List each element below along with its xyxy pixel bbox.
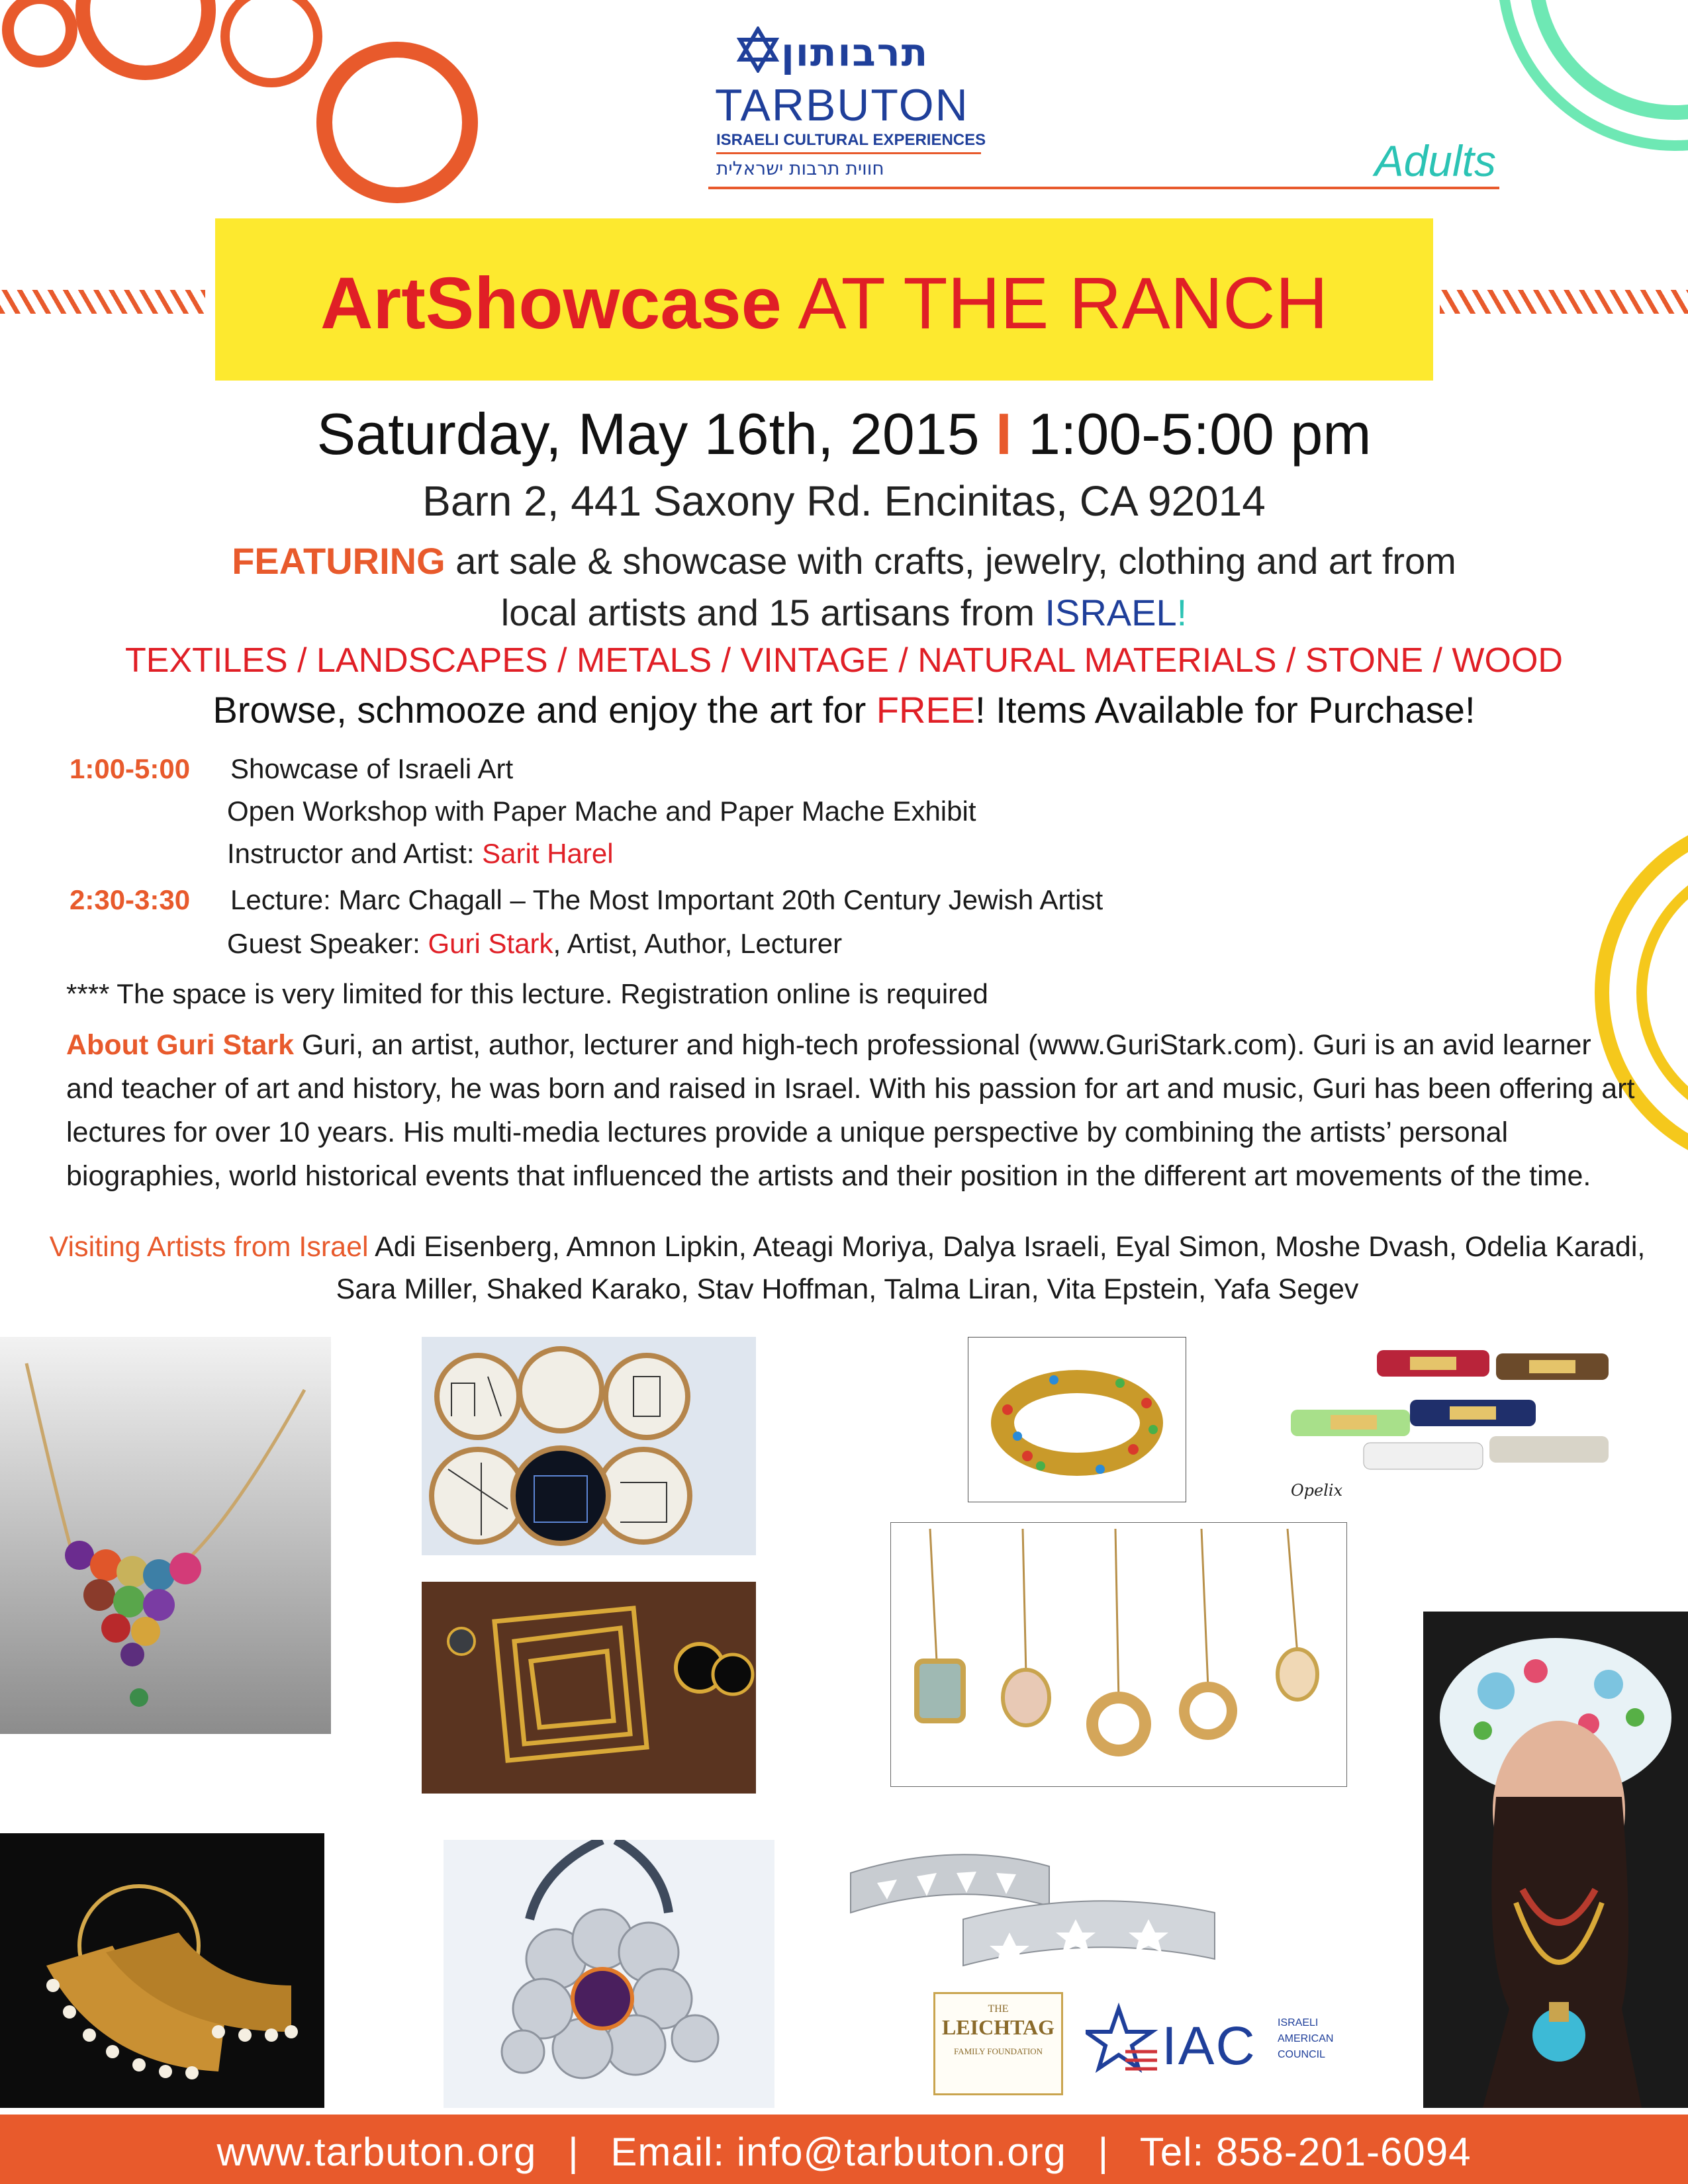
photo-gold-pendants: [890, 1522, 1347, 1787]
logo-tagline: ISRAELI CULTURAL EXPERIENCES: [716, 131, 986, 149]
visiting-artists-heading: Visiting Artists from Israel: [49, 1231, 369, 1263]
schedule-line: Lecture: Marc Chagall – The Most Important 20th Century Jewish Artist: [230, 884, 1103, 915]
featuring-line-1: [40, 539, 1648, 582]
sponsor-logos: [933, 1992, 1357, 2098]
instructor-name: Sarit Harel: [482, 838, 614, 869]
browse-free: FREE: [876, 689, 976, 731]
person-label: Instructor and Artist:: [227, 838, 483, 869]
iac-sub-2: AMERICAN: [1278, 2033, 1334, 2044]
leichtag-sub: FAMILY FOUNDATION: [953, 2046, 1043, 2056]
leichtag-small-text: THE: [988, 2003, 1009, 2015]
logo-divider: [716, 152, 981, 154]
event-title-rest: AT THE RANCH: [798, 263, 1329, 344]
logo-name: TARBUTON: [715, 80, 969, 130]
schedule-time: 2:30-3:30: [70, 884, 191, 915]
schedule-line: Open Workshop with Paper Mache and Paper Mache Exhibit: [227, 796, 976, 827]
photo-necklace-discs: [0, 1337, 331, 1734]
photo-beaded-cuff: [968, 1337, 1186, 1502]
schedule-line: Showcase of Israeli Art: [230, 753, 514, 784]
schedule-time-1: [70, 753, 190, 785]
featuring-text-2: local artists and 15 artisans from: [500, 592, 1035, 633]
registration-note: **** The space is very limited for this lecture. Registration online is required: [66, 978, 988, 1009]
schedule-person-line: [227, 928, 842, 960]
event-title: [215, 261, 1433, 345]
photo-star-cuffs: [837, 1833, 1235, 2005]
about-body: Guri, an artist, author, lecturer and high-tech professional (www.GuriStark.com). Guri is an avid learner and teacher of art and history, he was born and raised in Israel. With his passion for art and music, Guri has been offering art lectures for over 10 years. His multi-media lectures provide a unique perspective by combining the artists’ personal biographies, world historical events that influenced the artists and their position in the different art movements of the time.: [66, 1029, 1635, 1192]
visiting-artists-names: Adi Eisenberg, Amnon Lipkin, Ateagi Moriya, Dalya Israeli, Eyal Simon, Moshe Dvash, Odelia Karadi, Sara Miller, Shaked Karako, Stav Hoffman, Talma Liran, Vita Epstein, Yafa Segev: [336, 1231, 1646, 1305]
footer-phone[interactable]: Tel: 858-201-6094: [1139, 2130, 1472, 2174]
bracelet-signature: Opelix: [1291, 1481, 1343, 1500]
browse-line: [40, 688, 1648, 731]
event-date: Saturday, May 16th, 2015: [316, 401, 980, 467]
logo-hebrew-tagline: חווית תרבות ישראלית: [716, 158, 884, 179]
person-label: Guest Speaker:: [227, 928, 428, 959]
about-heading: About Guri Stark: [66, 1029, 295, 1061]
schedule-person-line: [227, 838, 614, 870]
leichtag-name: LEICHTAG: [941, 2015, 1055, 2039]
art-categories: TEXTILES / LANDSCAPES / METALS / VINTAGE / NATURAL MATERIALS / STONE / WOOD: [125, 641, 1563, 680]
schedule-time-2: [70, 884, 190, 916]
iac-logo[interactable]: [1086, 1999, 1357, 2091]
featuring-label: FEATURING: [232, 540, 445, 582]
about-section: [66, 1023, 1642, 1198]
footer-separator: |: [1098, 2130, 1109, 2174]
photo-woman-headscarf: [1423, 1612, 1688, 2108]
leichtag-logo[interactable]: [933, 1992, 1063, 2095]
footer-separator: |: [568, 2130, 579, 2174]
iac-sub-1: ISRAELI: [1278, 2017, 1319, 2028]
photo-pearl-earrings: [0, 1833, 324, 2108]
footer-website-link[interactable]: www.tarbuton.org: [216, 2130, 537, 2174]
iac-sub-3: COUNCIL: [1278, 2049, 1326, 2060]
photo-leather-bracelets: [1278, 1337, 1635, 1516]
event-title-bold: ArtShowcase: [320, 263, 782, 344]
tarbuton-logo[interactable]: [708, 26, 993, 179]
iac-name: IAC: [1162, 2016, 1256, 2076]
photo-embroidery-hoops: [422, 1337, 756, 1555]
date-separator: I: [996, 401, 1012, 467]
featuring-text-1: art sale & showcase with crafts, jewelry, clothing and art from: [455, 540, 1456, 582]
star-of-david-icon: [735, 26, 781, 73]
featuring-line-2: [40, 591, 1648, 634]
schedule-time: 1:00-5:00: [70, 753, 191, 784]
footer-contact: [0, 2129, 1688, 2175]
person-suffix: , Artist, Author, Lecturer: [553, 928, 843, 959]
orange-rings-decoration: [0, 0, 516, 205]
visiting-artists: [26, 1226, 1668, 1310]
audience-rule: [708, 187, 1499, 189]
featuring-country: ISRAEL: [1045, 592, 1177, 633]
speaker-name: Guri Stark: [428, 928, 553, 959]
star-flag-icon: [1086, 2002, 1158, 2081]
audience-label: Adults: [1374, 136, 1496, 185]
event-time: 1:00-5:00 pm: [1028, 401, 1372, 467]
left-stripe-decoration: [0, 290, 205, 314]
date-time-line: [40, 400, 1648, 468]
photo-silver-pendant: [444, 1840, 774, 2108]
right-stripe-decoration: [1440, 290, 1688, 314]
browse-pre: Browse, schmooze and enjoy the art for: [212, 689, 867, 731]
photo-brass-squares: [422, 1582, 756, 1794]
footer-email-link[interactable]: Email: info@tarbuton.org: [610, 2130, 1066, 2174]
featuring-bang: !: [1176, 592, 1188, 633]
browse-post: ! Items Available for Purchase!: [975, 689, 1476, 731]
event-address: Barn 2, 441 Saxony Rd. Encinitas, CA 92014: [422, 477, 1266, 525]
logo-hebrew-title: תרבותון: [781, 30, 929, 75]
